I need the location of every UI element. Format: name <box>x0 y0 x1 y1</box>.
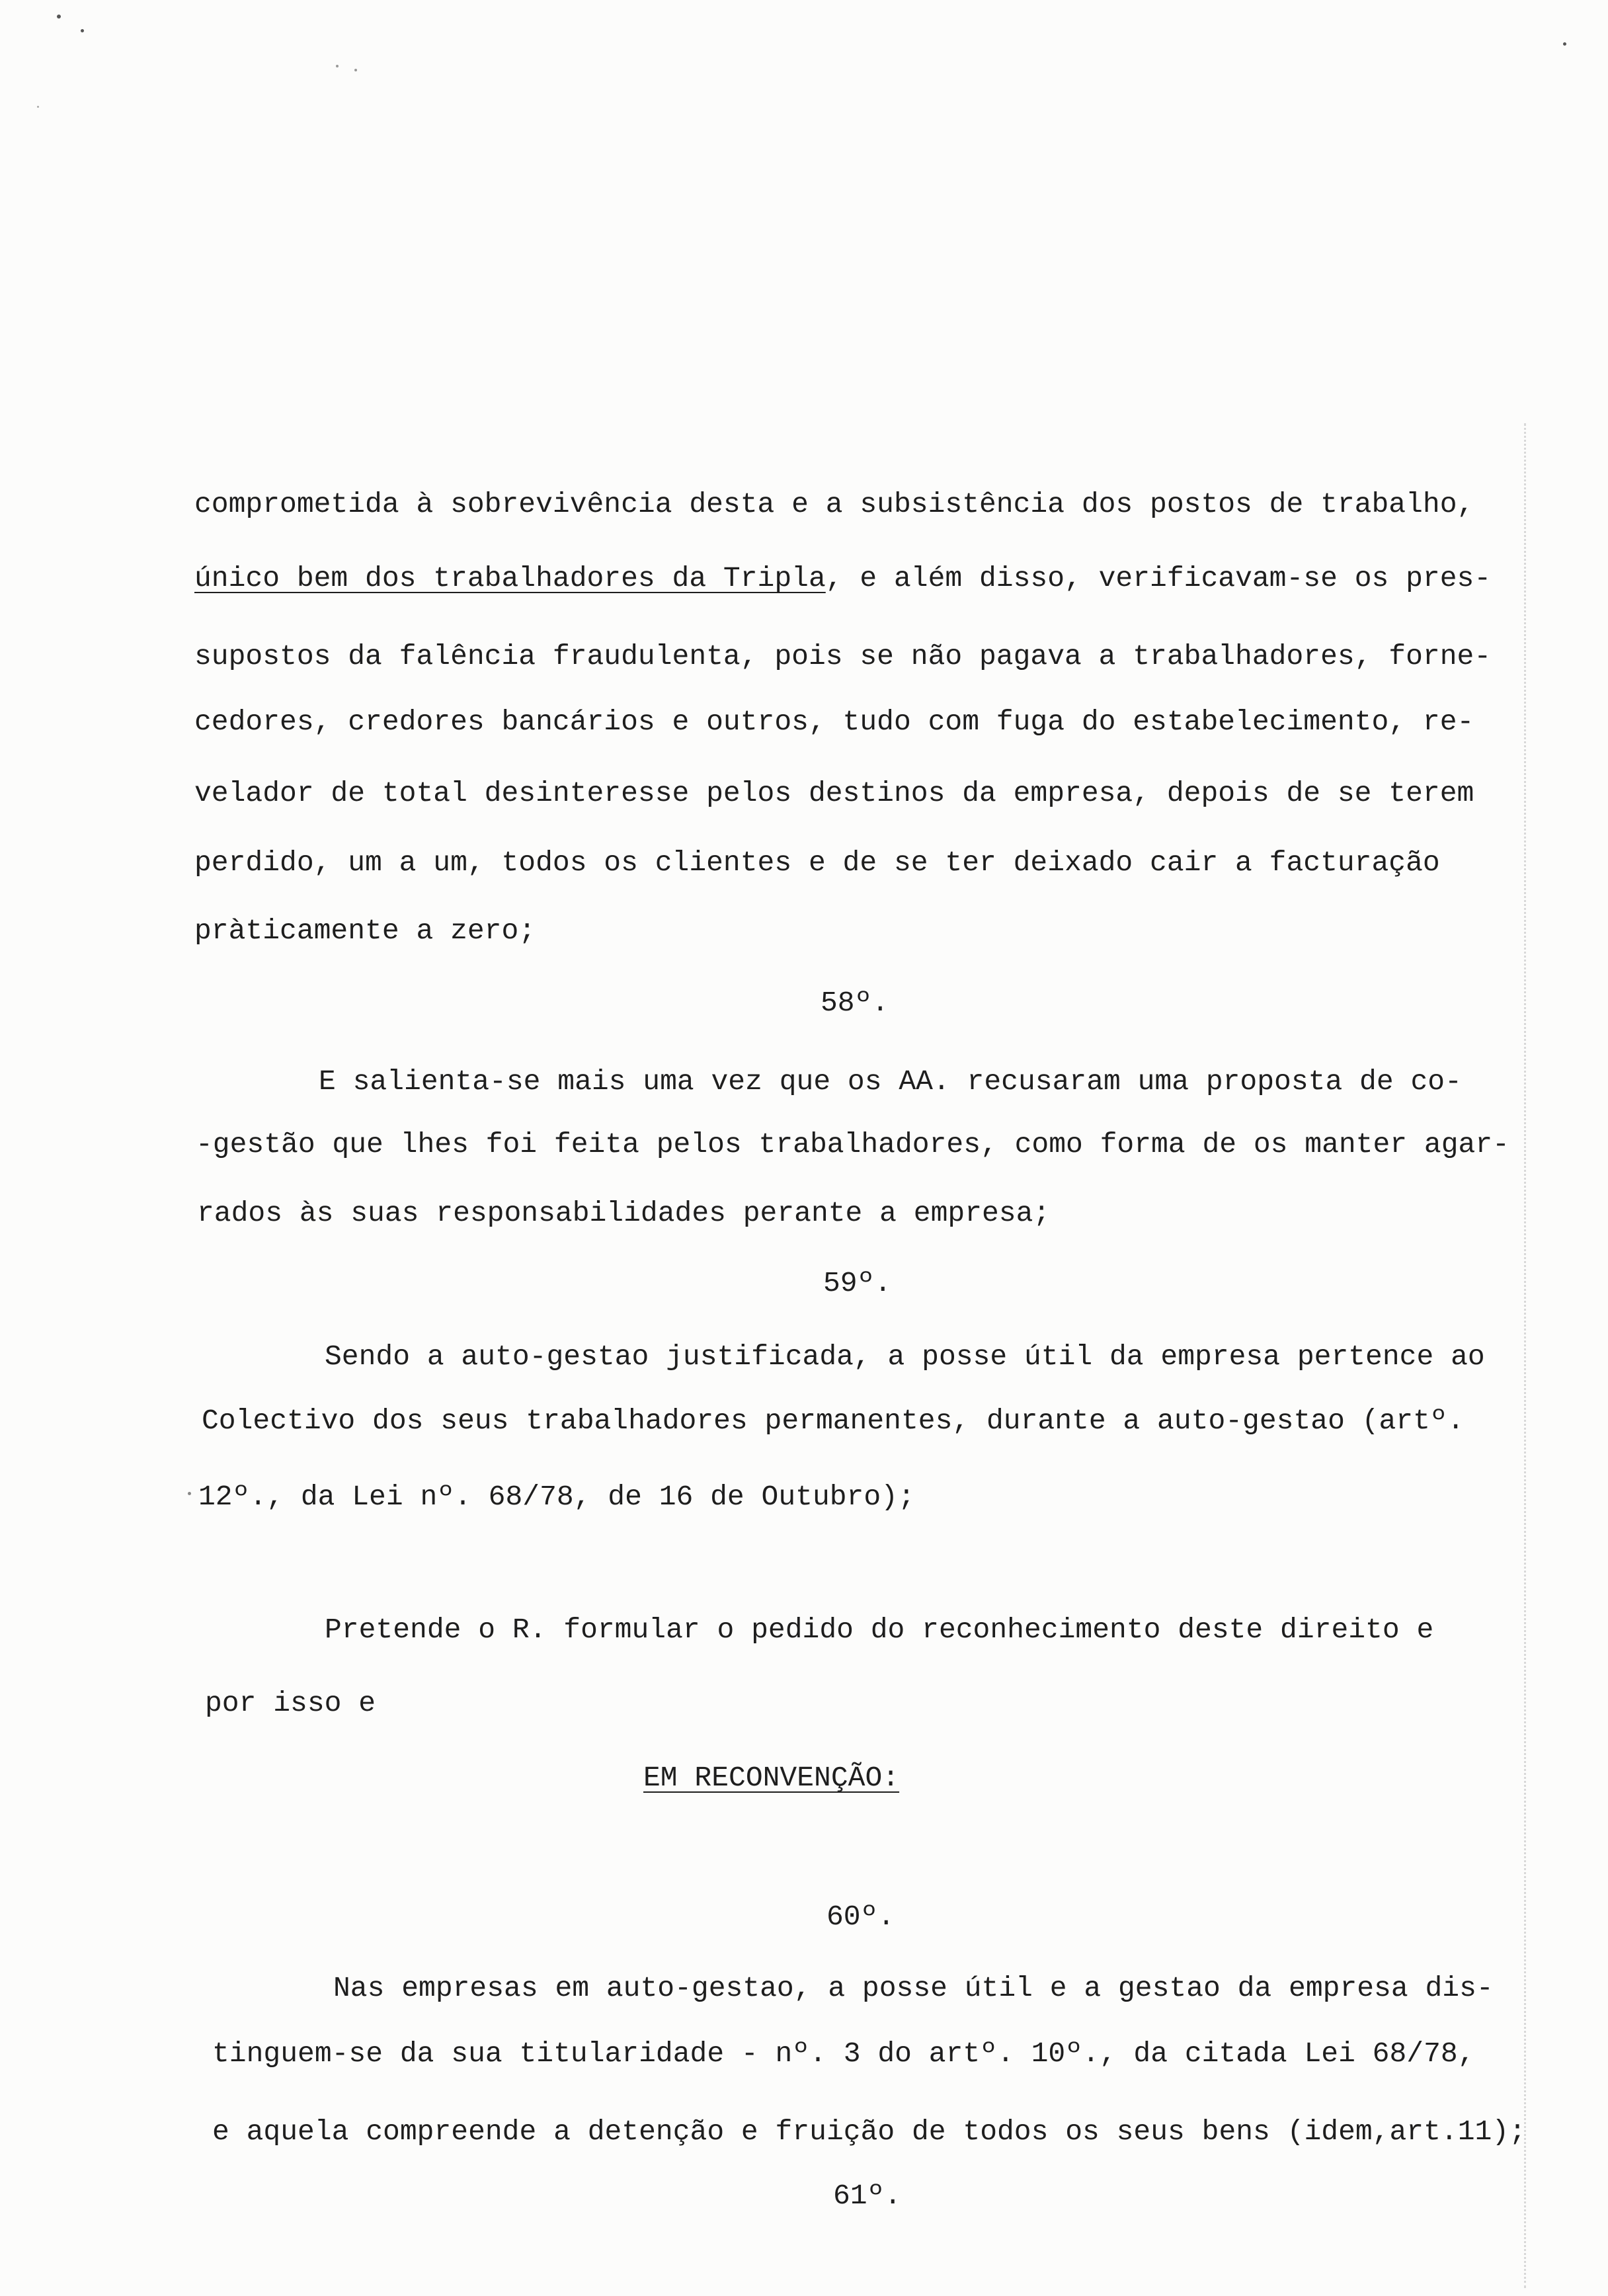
underlined-phrase: único bem dos trabalhadores da Tripla <box>194 562 826 594</box>
paragraph-line: Sendo a auto-gestao justificada, a posse útil da empresa pertence ao <box>325 1340 1485 1373</box>
paragraph-line: tinguem-se da sua titularidade - nº. 3 do artº. 10º., da citada Lei 68/78, <box>212 2037 1475 2070</box>
scan-speck <box>336 65 339 67</box>
scan-speck <box>1563 42 1566 46</box>
paragraph-line: -gestão que lhes foi feita pelos trabalhadores, como forma de os manter agar- <box>196 1128 1509 1161</box>
article-number: 60º. <box>826 1901 895 1933</box>
paragraph-line: por isso e <box>205 1687 376 1719</box>
section-heading: EM RECONVENÇÃO: <box>643 1762 900 1794</box>
paragraph-line: 12º., da Lei nº. 68/78, de 16 de Outubro); <box>198 1481 915 1513</box>
paragraph-line: E salienta-se mais uma vez que os AA. recusaram uma proposta de co- <box>319 1065 1462 1098</box>
scan-speck <box>354 69 357 71</box>
article-number: 59º. <box>823 1267 892 1299</box>
article-number: 58º. <box>821 987 889 1019</box>
scan-speck <box>81 29 84 32</box>
paragraph-line: comprometida à sobrevivência desta e a subsistência dos postos de trabalho, <box>194 488 1474 520</box>
line-text: , e além disso, verificavam-se os pres- <box>825 562 1492 594</box>
paragraph-line: velador de total desinteresse pelos destinos da empresa, depois de se terem <box>194 777 1474 809</box>
paragraph-line: cedores, credores bancários e outros, tudo com fuga do estabelecimento, re- <box>194 706 1474 738</box>
paragraph-line: Colectivo dos seus trabalhadores permanentes, durante a auto-gestao (artº. <box>202 1405 1465 1437</box>
paragraph-line <box>194 561 1491 596</box>
paragraph-line: pràticamente a zero; <box>194 915 536 947</box>
paragraph-line: supostos da falência fraudulenta, pois se não pagava a trabalhadores, forne- <box>194 640 1492 673</box>
scan-speck <box>57 15 61 19</box>
scan-edge-marks <box>1524 423 1526 2288</box>
paragraph-line: Pretende o R. formular o pedido do reconhecimento deste direito e <box>325 1614 1434 1646</box>
paragraph-line: e aquela compreende a detenção e fruição de todos os seus bens (idem,art.11); <box>212 2115 1526 2148</box>
article-number: 61º. <box>833 2180 902 2212</box>
paragraph-line: rados às suas responsabilidades perante a empresa; <box>197 1197 1051 1229</box>
scan-speck <box>37 106 39 108</box>
scan-speck <box>188 1492 191 1495</box>
paragraph-line: perdido, um a um, todos os clientes e de se ter deixado cair a facturação <box>194 846 1440 879</box>
paragraph-line: Nas empresas em auto-gestao, a posse útil e a gestao da empresa dis- <box>333 1972 1494 2004</box>
